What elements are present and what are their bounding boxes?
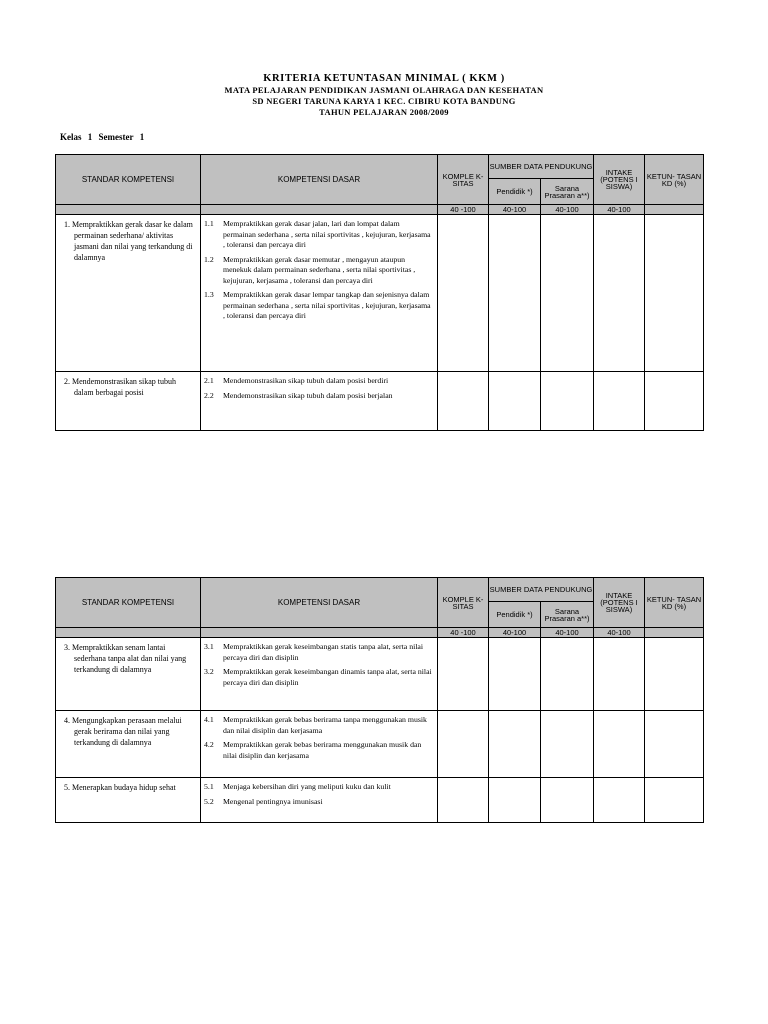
ketuntasan-cell (645, 372, 704, 431)
intake-cell (594, 711, 645, 778)
kd-text: Mempraktikkan gerak dasar lempar tangkap dan sejenisnya dalam permainan sederhana , serta nilai sportivitas , kejujuran, kerjasama , toleransi dan percaya diri (223, 290, 431, 320)
kd-number: 1.1 (204, 219, 214, 228)
kompleksitas-cell (438, 778, 489, 823)
table-row (56, 215, 704, 372)
standar-kompetensi-text: 5. Menerapkan budaya hidup sehat (64, 783, 176, 792)
range-pendidik: 40-100 (489, 205, 541, 215)
kd-number: 3.2 (204, 667, 214, 676)
document-header (0, 72, 768, 118)
standar-kompetensi-cell (56, 215, 201, 372)
header-sumber-data: SUMBER DATA PENDUKUNG (489, 578, 594, 602)
kd-number: 2.1 (204, 376, 214, 385)
kd-item (204, 667, 434, 688)
kd-item (204, 391, 434, 402)
range-sarana: 40-100 (541, 205, 594, 215)
range-empty (645, 205, 704, 215)
kelas-value: 1 (87, 132, 93, 142)
standar-kompetensi-text: 3. Mempraktikkan senam lantai sederhana tanpa alat dan nilai yang terkandung di dalamnya (64, 643, 187, 674)
semester-label: Semester (98, 132, 134, 142)
kd-number: 4.1 (204, 715, 214, 724)
kompetensi-dasar-cell (201, 638, 438, 711)
intake-cell (594, 215, 645, 372)
kd-item (204, 715, 434, 736)
kd-text: Mempraktikkan gerak dasar jalan, lari dan lompat dalam permainan sederhana , serta nilai sportivitas , kejujuran, kerjasama , toleransi dan percaya diri (223, 219, 431, 249)
kompetensi-dasar-cell (201, 372, 438, 431)
kd-text: Mempraktikkan gerak dasar memutar , mengayun ataupun menekuk dalam permainan sederhana , serta nilai sportivitas , kejujuran, kerjasama , toleransi dan percaya diri (223, 254, 416, 285)
range-empty (201, 628, 438, 638)
kd-text: Menjaga kebersihan diri yang meliputi kuku dan kulit (223, 782, 391, 791)
header-ketuntasan: KETUN- TASAN KD (%) (645, 578, 704, 628)
kompleksitas-cell (438, 638, 489, 711)
kd-text: Mendemonstrasikan sikap tubuh dalam posisi berjalan (223, 390, 393, 400)
standar-kompetensi-cell (56, 711, 201, 778)
range-sarana: 40-100 (541, 628, 594, 638)
kd-item (204, 740, 434, 761)
document-subject: MATA PELAJARAN PENDIDIKAN JASMANI OLAHRAGA DAN KESEHATAN (224, 85, 544, 95)
range-intake: 40-100 (594, 205, 645, 215)
sarana-cell (541, 372, 594, 431)
header-kompetensi-dasar: KOMPETENSI DASAR (201, 155, 438, 205)
kd-number: 3.1 (204, 642, 214, 651)
kd-text: Mempraktikkan gerak bebas berirama tanpa menggunakan musik dan nilai disiplin dan kerjasama (223, 715, 427, 735)
kd-item (204, 255, 434, 287)
range-pendidik: 40-100 (489, 628, 541, 638)
range-kompleksitas: 40 -100 (438, 628, 489, 638)
kd-text: Mempraktikkan gerak keseimbangan statis tanpa alat, serta nilai percaya diri dan disiplin (223, 642, 424, 662)
header-intake: INTAKE (POTENS I SISWA) (594, 578, 645, 628)
kd-number: 2.2 (204, 390, 214, 400)
kelas-label: Kelas (60, 132, 82, 142)
range-intake: 40-100 (594, 628, 645, 638)
kompleksitas-cell (438, 372, 489, 431)
kompleksitas-cell (438, 215, 489, 372)
header-sumber-data: SUMBER DATA PENDUKUNG (489, 155, 594, 179)
kd-item (204, 376, 434, 387)
kd-text: Mendemonstrasikan sikap tubuh dalam posisi berdiri (223, 376, 389, 385)
range-kompleksitas: 40 -100 (438, 205, 489, 215)
standar-kompetensi-cell (56, 372, 201, 431)
kd-item (204, 219, 434, 251)
table-row (56, 638, 704, 711)
header-ketuntasan: KETUN- TASAN KD (%) (645, 155, 704, 205)
kd-text: Mempraktikkan gerak bebas berirama menggunakan musik dan nilai disiplin dan kerjasama (223, 740, 422, 760)
kkm-table-2 (55, 577, 704, 823)
document-title: KRITERIA KETUNTASAN MINIMAL ( KKM ) (263, 73, 505, 84)
range-empty (56, 628, 201, 638)
range-empty (56, 205, 201, 215)
header-sarana: Sarana Prasaran a**) (541, 602, 594, 628)
kd-number: 4.2 (204, 740, 214, 749)
kd-item (204, 642, 434, 663)
ketuntasan-cell (645, 778, 704, 823)
header-kompetensi-dasar: KOMPETENSI DASAR (201, 578, 438, 628)
intake-cell (594, 778, 645, 823)
header-kompleksitas: KOMPLE K-SITAS (438, 578, 489, 628)
kd-number: 1.2 (204, 254, 214, 264)
intake-cell (594, 638, 645, 711)
kompetensi-dasar-cell (201, 711, 438, 778)
range-empty (201, 205, 438, 215)
document-year: TAHUN PELAJARAN 2008/2009 (319, 107, 449, 117)
kd-item (204, 290, 434, 322)
kd-text: Mengenal pentingnya imunisasi (223, 796, 323, 806)
document-school: SD NEGERI TARUNA KARYA 1 KEC. CIBIRU KOTA BANDUNG (252, 96, 516, 106)
sarana-cell (541, 711, 594, 778)
standar-kompetensi-cell (56, 638, 201, 711)
kkm-table-1 (55, 154, 704, 431)
kd-number: 5.1 (204, 782, 214, 791)
table-row (56, 372, 704, 431)
intake-cell (594, 372, 645, 431)
header-pendidik: Pendidik *) (489, 602, 541, 628)
pendidik-cell (489, 372, 541, 431)
ketuntasan-cell (645, 711, 704, 778)
table-row (56, 778, 704, 823)
semester-value: 1 (139, 132, 145, 142)
pendidik-cell (489, 638, 541, 711)
header-kompleksitas: KOMPLE K-SITAS (438, 155, 489, 205)
header-sarana: Sarana Prasaran a**) (541, 179, 594, 205)
ketuntasan-cell (645, 638, 704, 711)
kompetensi-dasar-cell (201, 215, 438, 372)
header-standar-kompetensi: STANDAR KOMPETENSI (56, 578, 201, 628)
ketuntasan-cell (645, 215, 704, 372)
class-semester-line (60, 132, 148, 142)
sarana-cell (541, 215, 594, 372)
header-pendidik: Pendidik *) (489, 179, 541, 205)
header-standar-kompetensi: STANDAR KOMPETENSI (56, 155, 201, 205)
range-empty (645, 628, 704, 638)
header-intake: INTAKE (POTENS I SISWA) (594, 155, 645, 205)
standar-kompetensi-text: 2. Mendemonstrasikan sikap tubuh dalam berbagai posisi (64, 377, 176, 397)
kd-number: 1.3 (204, 290, 214, 299)
pendidik-cell (489, 711, 541, 778)
pendidik-cell (489, 215, 541, 372)
sarana-cell (541, 638, 594, 711)
standar-kompetensi-cell (56, 778, 201, 823)
standar-kompetensi-text: 4. Mengungkapkan perasaan melalui gerak berirama dan nilai yang terkandung di dalamnya (64, 716, 182, 747)
kompetensi-dasar-cell (201, 778, 438, 823)
kd-item (204, 782, 434, 793)
standar-kompetensi-text: 1. Mempraktikkan gerak dasar ke dalam permainan sederhana/ aktivitas jasmani dan nilai yang terkandung di dalamnya (64, 220, 193, 262)
table-row (56, 711, 704, 778)
kd-number: 5.2 (204, 796, 214, 806)
sarana-cell (541, 778, 594, 823)
kd-text: Mempraktikkan gerak keseimbangan dinamis tanpa alat, serta nilai percaya diri dan disiplin (223, 667, 432, 687)
kd-item (204, 797, 434, 808)
kompleksitas-cell (438, 711, 489, 778)
pendidik-cell (489, 778, 541, 823)
